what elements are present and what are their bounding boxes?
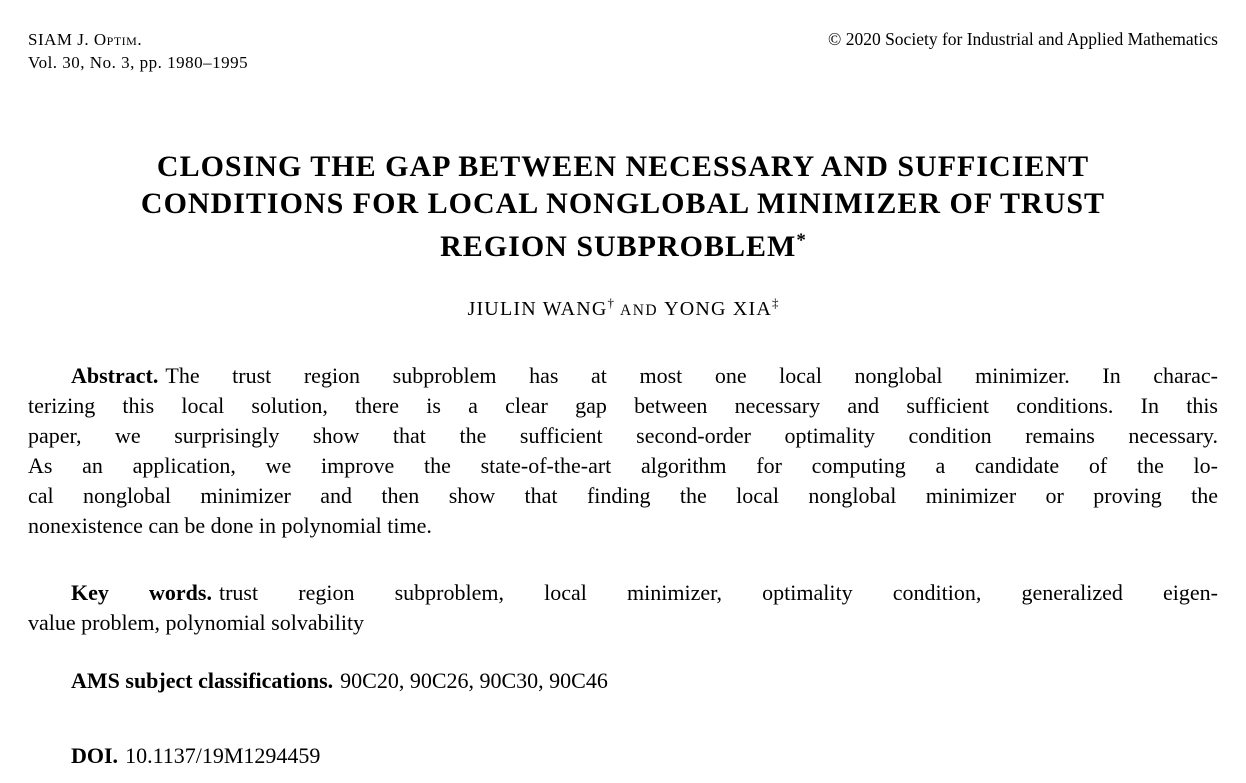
author-1-name: JIULIN WANG bbox=[467, 298, 608, 320]
doi-label: DOI. bbox=[71, 743, 119, 768]
author-2-name: YONG XIA bbox=[664, 298, 773, 320]
journal-name: SIAM J. Optim. bbox=[28, 30, 143, 49]
keywords-line-text: trust region subproblem, local minimizer, optimality condition, generalized eigen- bbox=[218, 580, 1219, 605]
ams-codes: 90C20, 90C26, 90C30, 90C46 bbox=[340, 668, 608, 693]
journal-info bbox=[28, 28, 248, 74]
abstract-section bbox=[28, 361, 1218, 541]
ams-section bbox=[28, 666, 1218, 696]
title-line-3 bbox=[28, 222, 1218, 265]
title-line-3-text: REGION SUBPROBLEM bbox=[440, 230, 797, 263]
author-2-footnote-mark: ‡ bbox=[772, 295, 779, 310]
abstract-label: Abstract. bbox=[71, 363, 159, 388]
author-1-footnote-mark: † bbox=[607, 295, 615, 310]
journal-volume-line: Vol. 30, No. 3, pp. 1980–1995 bbox=[28, 53, 249, 72]
title-line-2: CONDITIONS FOR LOCAL NONGLOBAL MINIMIZER OF TRUST bbox=[140, 187, 1106, 220]
abstract-line: terizing this local solution, there is a clear gap between necessary and sufficient conditions. In this bbox=[28, 393, 1218, 418]
abstract-line: paper, we surprisingly show that the sufficient second-order optimality condition remains necessary. bbox=[28, 423, 1218, 448]
abstract-line: nonexistence can be done in polynomial time. bbox=[28, 513, 432, 538]
abstract-line bbox=[28, 361, 1218, 391]
keywords-section bbox=[28, 578, 1218, 638]
keywords-label: Key words. bbox=[71, 580, 212, 605]
page-header bbox=[28, 28, 1218, 74]
author-connector: AND bbox=[620, 302, 659, 319]
author-line bbox=[28, 295, 1218, 323]
abstract-line: cal nonglobal minimizer and then show that finding the local nonglobal minimizer or proving the bbox=[28, 483, 1218, 508]
title-footnote-mark: * bbox=[796, 230, 806, 251]
title-line-1: CLOSING THE GAP BETWEEN NECESSARY AND SUFFICIENT bbox=[156, 150, 1090, 183]
doi-value: 10.1137/19M1294459 bbox=[125, 743, 321, 768]
keywords-line bbox=[28, 578, 1218, 608]
doi-line bbox=[28, 741, 1218, 771]
abstract-line-text: The trust region subproblem has at most one local nonglobal minimizer. In charac- bbox=[165, 363, 1218, 388]
paper-title bbox=[28, 148, 1218, 265]
doi-section bbox=[28, 741, 1218, 771]
ams-label: AMS subject classifications. bbox=[71, 668, 334, 693]
ams-line bbox=[28, 666, 1218, 696]
copyright-line: © 2020 Society for Industrial and Applied Mathematics bbox=[828, 29, 1218, 49]
keywords-line: value problem, polynomial solvability bbox=[28, 610, 365, 635]
abstract-line: As an application, we improve the state-of-the-art algorithm for computing a candidate of the lo- bbox=[28, 453, 1218, 478]
